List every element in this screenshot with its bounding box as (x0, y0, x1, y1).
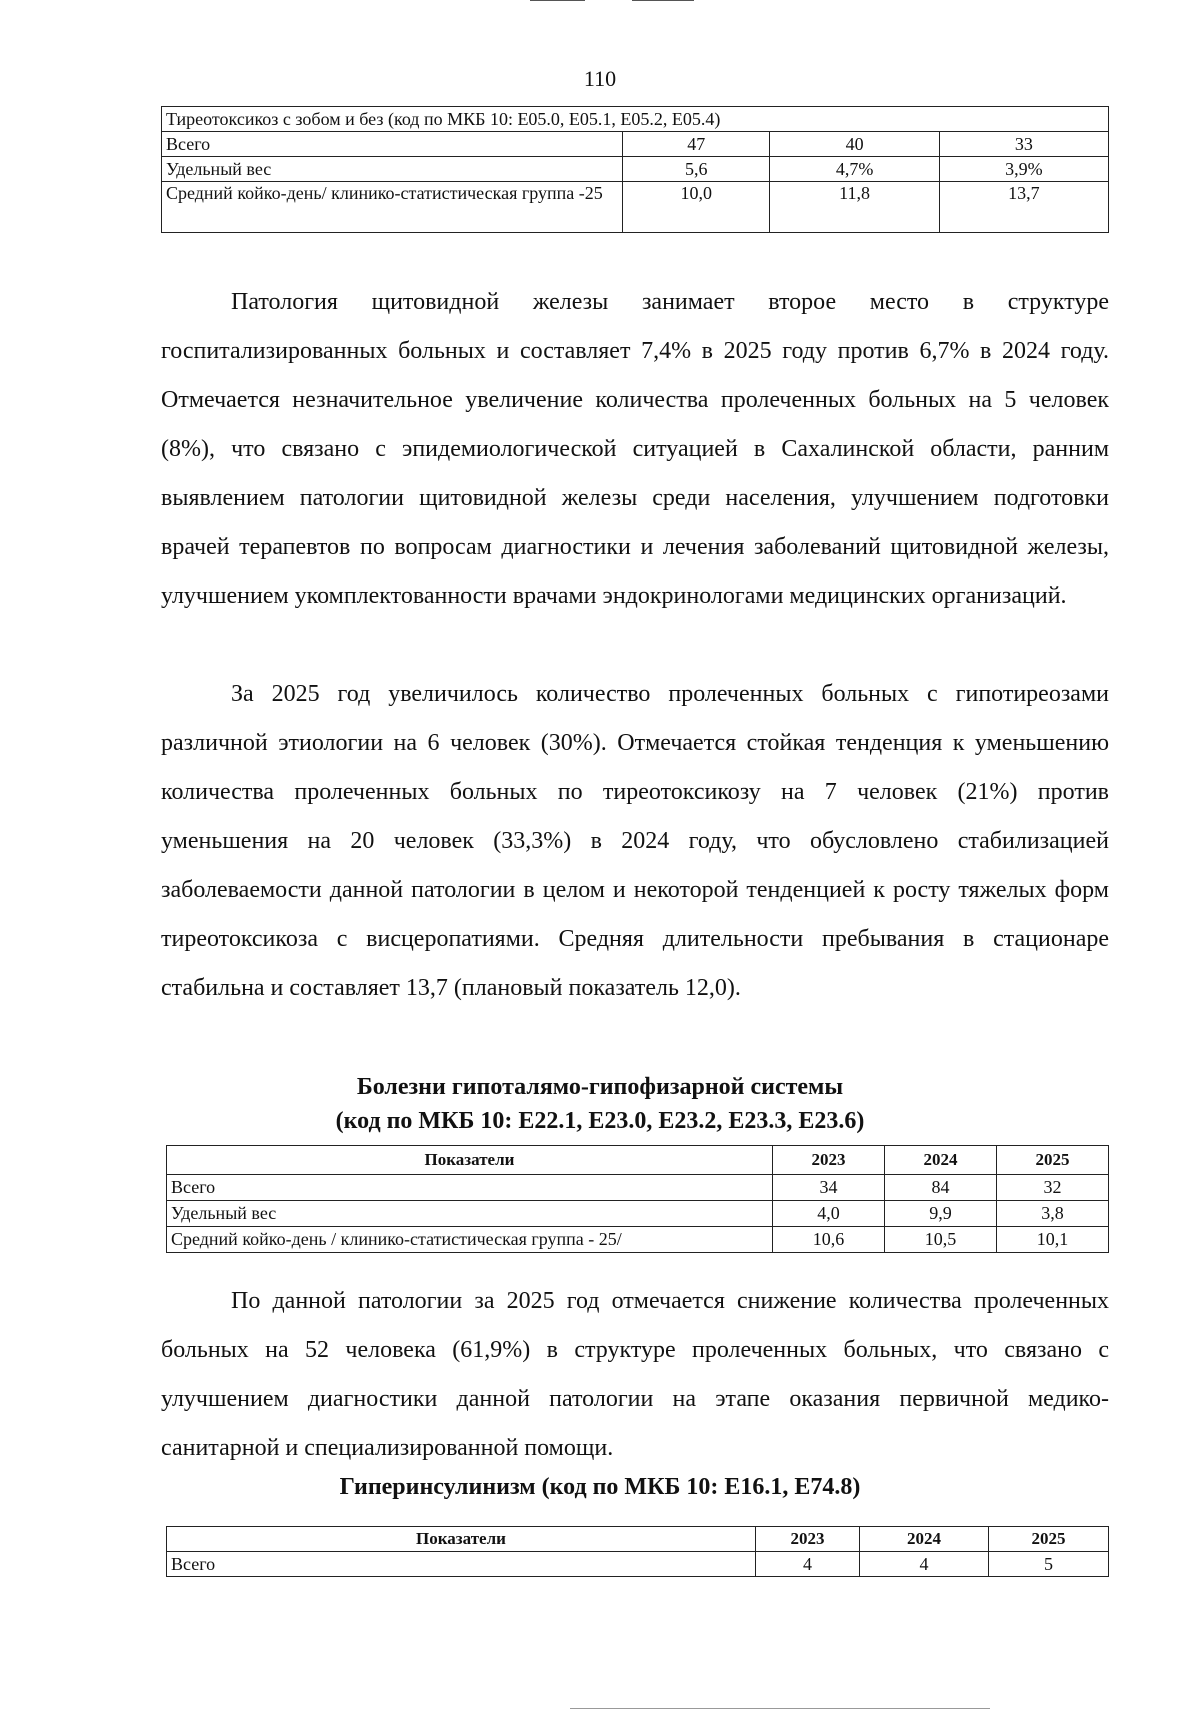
scan-mark-top-left (530, 0, 585, 1)
column-header: 2025 (989, 1527, 1109, 1552)
column-header: 2023 (773, 1146, 885, 1175)
table-cell: 32 (997, 1175, 1109, 1201)
table-cell: 11,8 (770, 182, 939, 233)
table-cell: 3,8 (997, 1201, 1109, 1227)
table-title: Тиреотоксикоз с зобом и без (код по МКБ 10: Е05.0, Е05.1, Е05.2, Е05.4) (162, 107, 1109, 132)
table-cell: 9,9 (885, 1201, 997, 1227)
table-cell: 4,0 (773, 1201, 885, 1227)
section-heading: Гиперинсулинизм (код по МКБ 10: Е16.1, Е74.8) (339, 1474, 861, 1500)
scan-mark-top-right (632, 0, 694, 1)
page-number: 110 (583, 66, 617, 91)
scan-mark-bottom (570, 1708, 990, 1709)
column-header: 2023 (756, 1527, 860, 1552)
table-row (167, 1201, 1109, 1227)
table-cell: 3,9% (939, 157, 1108, 182)
table-cell: 40 (770, 132, 939, 157)
table-row (167, 1227, 1109, 1253)
row-label: Средний койко-день/ клинико-статистическая группа -25 (162, 182, 623, 233)
table-cell: 10,6 (773, 1227, 885, 1253)
table-cell: 34 (773, 1175, 885, 1201)
row-label: Всего (167, 1175, 773, 1201)
row-label: Удельный вес (167, 1201, 773, 1227)
heading-line: Болезни гипоталямо-гипофизарной системы (356, 1074, 844, 1100)
table-cell: 4 (756, 1552, 860, 1577)
table-cell: 4 (860, 1552, 989, 1577)
heading-line: (код по МКБ 10: Е22.1, Е23.0, Е23.2, Е23.3, Е23.6) (335, 1108, 865, 1134)
column-header: Показатели (167, 1146, 773, 1175)
table-header-row (167, 1146, 1109, 1175)
table-row (162, 107, 1109, 132)
table-cell: 4,7% (770, 157, 939, 182)
row-label: Удельный вес (162, 157, 623, 182)
table-cell: 5 (989, 1552, 1109, 1577)
table-row (167, 1175, 1109, 1201)
paragraph (161, 278, 1109, 621)
column-header: 2024 (860, 1527, 989, 1552)
paragraph-text: Патология щитовидной железы занимает второе место в структуре госпитализированных больных и составляет 7,4% в 2025 году против 6,7% в 2024 году. Отмечается незначительное увеличение количества пролеченных больных на 5 человек (8%), что связано с эпидемиологической ситуацией в Сахалинской области, ранним выявлением патологии щитовидной железы среди населения, улучшением подготовки врачей терапевтов по вопросам диагностики и лечения заболеваний щитовидной железы, улучшением укомплектованности врачами эндокринологами медицинских организаций. (161, 289, 1109, 609)
table-cell: 13,7 (939, 182, 1108, 233)
table-row (162, 157, 1109, 182)
column-header: 2025 (997, 1146, 1109, 1175)
paragraph-text: По данной патологии за 2025 год отмечается снижение количества пролеченных больных на 52 человека (61,9%) в структуре пролеченных больных, что связано с улучшением диагностики данной патологии на этапе оказания первичной медико-санитарной и специализированной помощи. (161, 1288, 1109, 1461)
table-row (162, 132, 1109, 157)
table-cell: 10,1 (997, 1227, 1109, 1253)
hyperinsulinism-table (166, 1526, 1109, 1577)
section-heading (0, 1070, 1200, 1138)
table-cell: 10,0 (623, 182, 770, 233)
paragraph (161, 1277, 1109, 1473)
table-cell: 47 (623, 132, 770, 157)
row-label: Всего (167, 1552, 756, 1577)
table-header-row (167, 1527, 1109, 1552)
table-cell: 33 (939, 132, 1108, 157)
table-cell: 84 (885, 1175, 997, 1201)
paragraph-text: За 2025 год увеличилось количество пролеченных больных с гипотиреозами различной этиологии на 6 человек (30%). Отмечается стойкая тенденция к уменьшению количества пролеченных больных по тиреотоксикозу на 7 человек (21%) против уменьшения на 20 человек (33,3%) в 2024 году, что обусловлено стабилизацией заболеваемости данной патологии в целом и некоторой тенденцией к росту тяжелых форм тиреотоксикоза с висцеропатиями. Средняя длительности пребывания в стационаре стабильна и составляет 13,7 (плановый показатель 12,0). (161, 681, 1109, 1001)
row-label: Средний койко-день / клинико-статистическая группа - 25/ (167, 1227, 773, 1253)
table-cell: 10,5 (885, 1227, 997, 1253)
thyrotoxicosis-table (161, 106, 1109, 233)
paragraph (161, 670, 1109, 1013)
row-label: Всего (162, 132, 623, 157)
hypothalamic-pituitary-table (166, 1145, 1109, 1253)
table-cell: 5,6 (623, 157, 770, 182)
column-header: 2024 (885, 1146, 997, 1175)
table-row (162, 182, 1109, 233)
column-header: Показатели (167, 1527, 756, 1552)
table-row (167, 1552, 1109, 1577)
